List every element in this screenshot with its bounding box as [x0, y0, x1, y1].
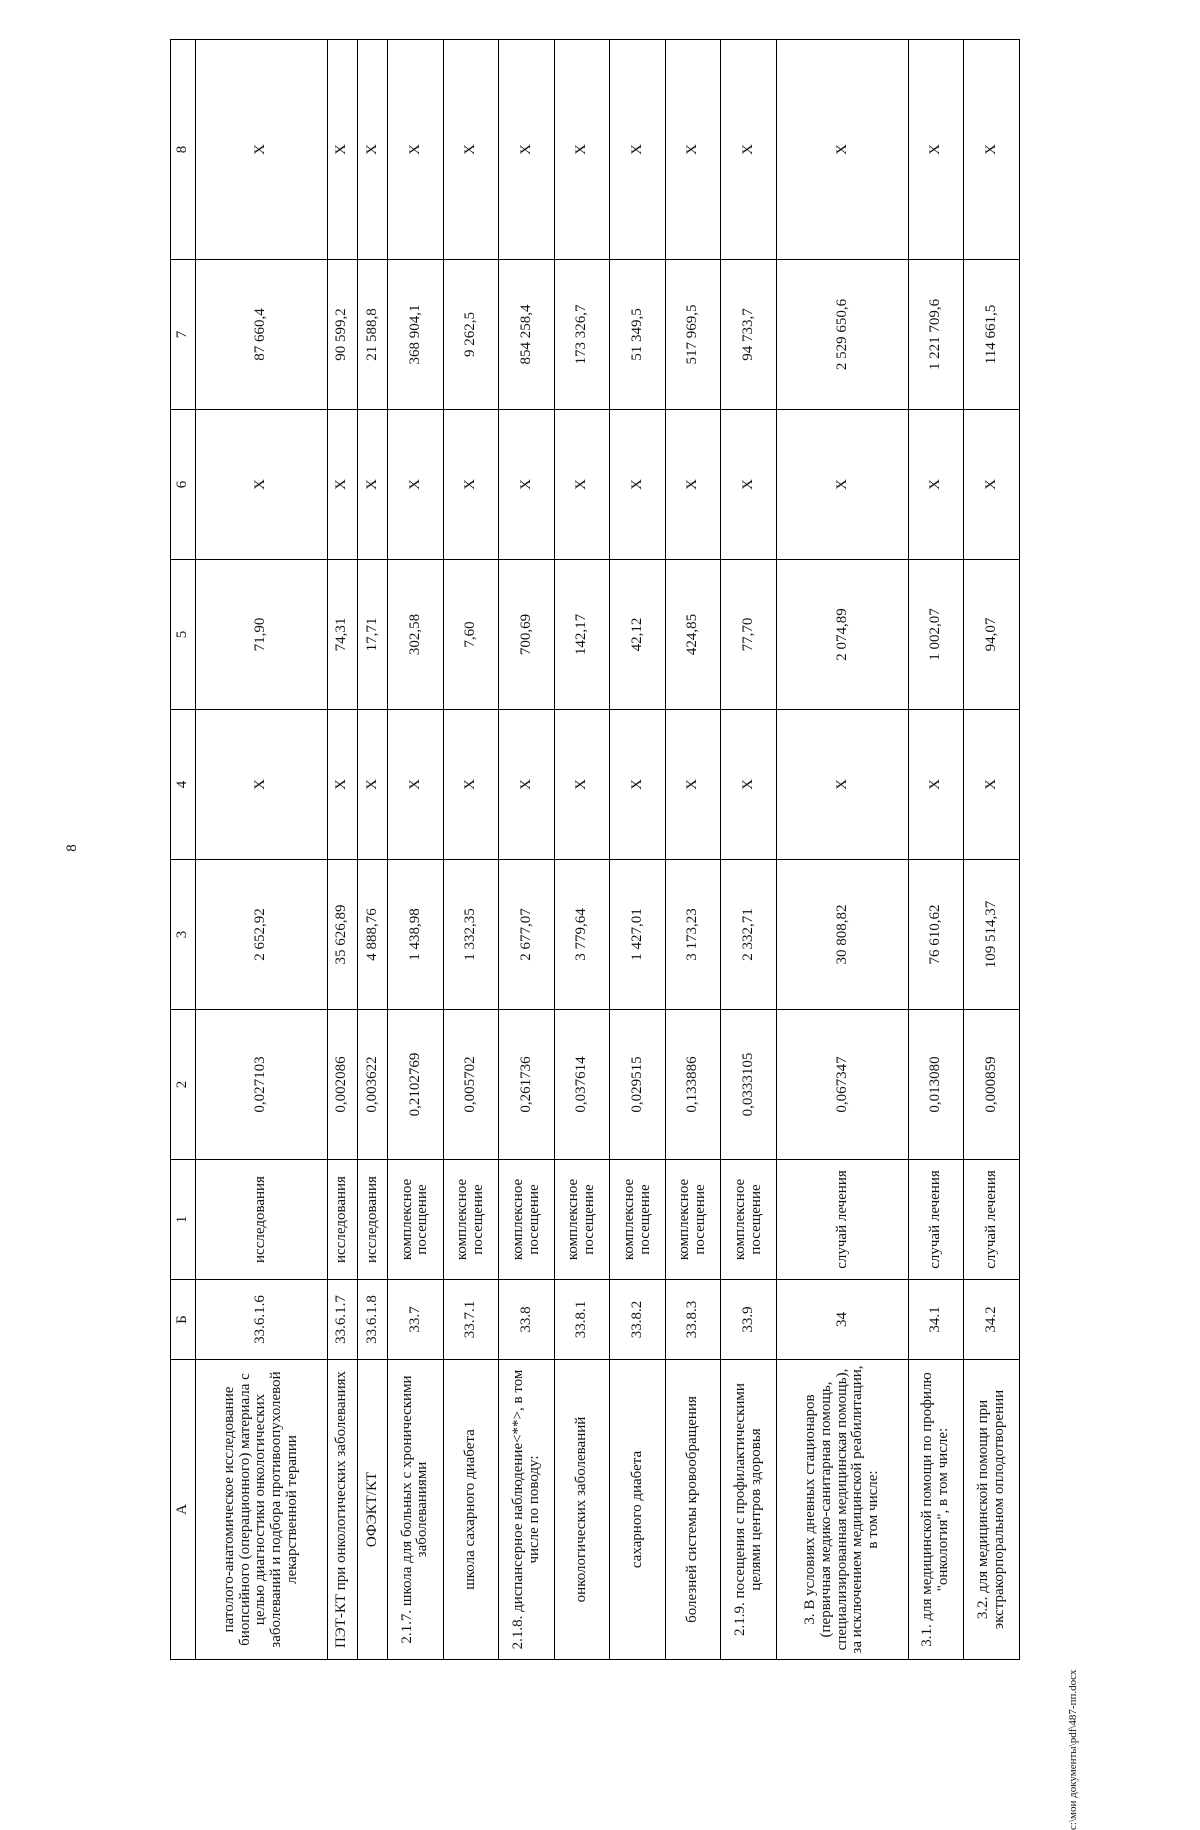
row-code-cell: 33.8.3: [665, 1280, 721, 1360]
col3-cell: 1 438,98: [388, 860, 444, 1010]
col4-cell: X: [964, 710, 1020, 860]
tariff-table: [170, 39, 1020, 1660]
col8-cell: X: [388, 40, 444, 260]
col7-cell: 87 660,4: [196, 260, 328, 410]
col6-cell: X: [610, 410, 666, 560]
row-unit-cell: комплексное посещение: [721, 1160, 777, 1280]
col4-cell: X: [196, 710, 328, 860]
col5-cell: 94,07: [964, 560, 1020, 710]
row-unit-cell: комплексное посещение: [443, 1160, 499, 1280]
col5-cell: 42,12: [610, 560, 666, 710]
column-header: 4: [171, 710, 196, 860]
column-header: 5: [171, 560, 196, 710]
col8-cell: X: [908, 40, 964, 260]
row-code-cell: 33.6.1.6: [196, 1280, 328, 1360]
col8-cell: X: [443, 40, 499, 260]
column-header: 6: [171, 410, 196, 560]
rotated-page-content: [170, 40, 1020, 1660]
col3-cell: 35 626,89: [327, 860, 357, 1010]
col6-cell: X: [777, 410, 909, 560]
col3-cell: 109 514,37: [964, 860, 1020, 1010]
col2-cell: 0,027103: [196, 1010, 328, 1160]
column-header: 7: [171, 260, 196, 410]
col6-cell: X: [554, 410, 610, 560]
col5-cell: 74,31: [327, 560, 357, 710]
col5-cell: 142,17: [554, 560, 610, 710]
row-code-cell: 33.7.1: [443, 1280, 499, 1360]
col2-cell: 0,067347: [777, 1010, 909, 1160]
col7-cell: 9 262,5: [443, 260, 499, 410]
col4-cell: X: [499, 710, 555, 860]
col3-cell: 3 779,64: [554, 860, 610, 1010]
row-name-cell: патолого-анатомическое исследование биопсийного (операционного) материала с целью диагностики онкологических заболеваний и подбора противоопухолевой лекарственной терапии: [196, 1360, 328, 1660]
col7-cell: 114 661,5: [964, 260, 1020, 410]
col3-cell: 1 332,35: [443, 860, 499, 1010]
col6-cell: X: [665, 410, 721, 560]
col5-cell: 71,90: [196, 560, 328, 710]
col6-cell: X: [327, 410, 357, 560]
table-row: [721, 40, 777, 1660]
table-row: [388, 40, 444, 1660]
table-row: [327, 40, 357, 1660]
row-name-cell: 3.2. для медицинской помощи при экстракорпоральном оплодотворении: [964, 1360, 1020, 1660]
column-header: 2: [171, 1010, 196, 1160]
row-code-cell: 34.2: [964, 1280, 1020, 1360]
page-number: 8: [64, 844, 80, 852]
row-name-cell: болезней системы кровообращения: [665, 1360, 721, 1660]
col3-cell: 2 652,92: [196, 860, 328, 1010]
col4-cell: X: [721, 710, 777, 860]
col4-cell: X: [908, 710, 964, 860]
col7-cell: 94 733,7: [721, 260, 777, 410]
col6-cell: X: [388, 410, 444, 560]
col2-cell: 0,003622: [357, 1010, 387, 1160]
col6-cell: X: [964, 410, 1020, 560]
col6-cell: X: [357, 410, 387, 560]
col2-cell: 0,013080: [908, 1010, 964, 1160]
col6-cell: X: [499, 410, 555, 560]
col2-cell: 0,261736: [499, 1010, 555, 1160]
col2-cell: 0,0333105: [721, 1010, 777, 1160]
col3-cell: 76 610,62: [908, 860, 964, 1010]
row-unit-cell: исследования: [327, 1160, 357, 1280]
col4-cell: X: [327, 710, 357, 860]
row-code-cell: 34: [777, 1280, 909, 1360]
col3-cell: 2 677,07: [499, 860, 555, 1010]
footer-file-path: c:\мои документы\pdf\487-пп.docx: [1067, 1669, 1079, 1830]
row-name-cell: 2.1.8. диспансерное наблюдение<**>, в том числе по поводу:: [499, 1360, 555, 1660]
row-code-cell: 33.9: [721, 1280, 777, 1360]
col3-cell: 3 173,23: [665, 860, 721, 1010]
col5-cell: 2 074,89: [777, 560, 909, 710]
column-header: А: [171, 1360, 196, 1660]
column-header: 8: [171, 40, 196, 260]
row-unit-cell: исследования: [196, 1160, 328, 1280]
col7-cell: 1 221 709,6: [908, 260, 964, 410]
col7-cell: 51 349,5: [610, 260, 666, 410]
col5-cell: 700,69: [499, 560, 555, 710]
col4-cell: X: [443, 710, 499, 860]
col4-cell: X: [665, 710, 721, 860]
col8-cell: X: [777, 40, 909, 260]
table-row: [777, 40, 909, 1660]
col7-cell: 2 529 650,6: [777, 260, 909, 410]
col8-cell: X: [721, 40, 777, 260]
col8-cell: X: [554, 40, 610, 260]
col5-cell: 17,71: [357, 560, 387, 710]
row-unit-cell: комплексное посещение: [388, 1160, 444, 1280]
col2-cell: 0,005702: [443, 1010, 499, 1160]
col4-cell: X: [610, 710, 666, 860]
col5-cell: 77,70: [721, 560, 777, 710]
col8-cell: X: [964, 40, 1020, 260]
col5-cell: 424,85: [665, 560, 721, 710]
col4-cell: X: [777, 710, 909, 860]
col8-cell: X: [610, 40, 666, 260]
col2-cell: 0,037614: [554, 1010, 610, 1160]
table-row: [443, 40, 499, 1660]
row-name-cell: школа сахарного диабета: [443, 1360, 499, 1660]
row-code-cell: 33.6.1.8: [357, 1280, 387, 1360]
col6-cell: X: [443, 410, 499, 560]
table-row: [610, 40, 666, 1660]
col2-cell: 0,029515: [610, 1010, 666, 1160]
col8-cell: X: [665, 40, 721, 260]
row-code-cell: 33.8.2: [610, 1280, 666, 1360]
table-row: [665, 40, 721, 1660]
row-name-cell: онкологических заболеваний: [554, 1360, 610, 1660]
row-name-cell: сахарного диабета: [610, 1360, 666, 1660]
row-unit-cell: комплексное посещение: [554, 1160, 610, 1280]
col3-cell: 1 427,01: [610, 860, 666, 1010]
row-code-cell: 33.8.1: [554, 1280, 610, 1360]
column-header: 1: [171, 1160, 196, 1280]
row-name-cell: 3.1. для медицинской помощи по профилю "онкология", в том числе:: [908, 1360, 964, 1660]
col2-cell: 0,000859: [964, 1010, 1020, 1160]
col7-cell: 21 588,8: [357, 260, 387, 410]
col7-cell: 173 326,7: [554, 260, 610, 410]
row-unit-cell: случай лечения: [777, 1160, 909, 1280]
row-unit-cell: случай лечения: [908, 1160, 964, 1280]
col3-cell: 4 888,76: [357, 860, 387, 1010]
col6-cell: X: [196, 410, 328, 560]
row-code-cell: 33.8: [499, 1280, 555, 1360]
row-name-cell: ПЭТ-КТ при онкологических заболеваниях: [327, 1360, 357, 1660]
col4-cell: X: [554, 710, 610, 860]
col5-cell: 302,58: [388, 560, 444, 710]
col7-cell: 90 599,2: [327, 260, 357, 410]
table-row: [908, 40, 964, 1660]
col6-cell: X: [721, 410, 777, 560]
row-name-cell: ОФЭКТ/КТ: [357, 1360, 387, 1660]
row-unit-cell: случай лечения: [964, 1160, 1020, 1280]
row-code-cell: 33.6.1.7: [327, 1280, 357, 1360]
col2-cell: 0,002086: [327, 1010, 357, 1160]
column-header: Б: [171, 1280, 196, 1360]
col8-cell: X: [499, 40, 555, 260]
row-code-cell: 34.1: [908, 1280, 964, 1360]
row-code-cell: 33.7: [388, 1280, 444, 1360]
col7-cell: 854 258,4: [499, 260, 555, 410]
row-unit-cell: комплексное посещение: [665, 1160, 721, 1280]
col3-cell: 2 332,71: [721, 860, 777, 1010]
row-name-cell: 2.1.9. посещения с профилактическими целями центров здоровья: [721, 1360, 777, 1660]
col4-cell: X: [357, 710, 387, 860]
col5-cell: 1 002,07: [908, 560, 964, 710]
row-unit-cell: комплексное посещение: [610, 1160, 666, 1280]
col7-cell: 517 969,5: [665, 260, 721, 410]
col2-cell: 0,133886: [665, 1010, 721, 1160]
col7-cell: 368 904,1: [388, 260, 444, 410]
row-name-cell: 3. В условиях дневных стационаров (первичная медико-санитарная помощь, специализированная медицинская помощь), за исключением медицинской реабилитации, в том числе:: [777, 1360, 909, 1660]
col8-cell: X: [196, 40, 328, 260]
table-row: [964, 40, 1020, 1660]
col2-cell: 0,2102769: [388, 1010, 444, 1160]
table-row: [196, 40, 328, 1660]
row-name-cell: 2.1.7. школа для больных с хроническими заболеваниями: [388, 1360, 444, 1660]
row-unit-cell: исследования: [357, 1160, 387, 1280]
col8-cell: X: [357, 40, 387, 260]
table-row: [357, 40, 387, 1660]
column-header: 3: [171, 860, 196, 1010]
table-header-row: [171, 40, 196, 1660]
col3-cell: 30 808,82: [777, 860, 909, 1010]
col4-cell: X: [388, 710, 444, 860]
table-row: [554, 40, 610, 1660]
row-unit-cell: комплексное посещение: [499, 1160, 555, 1280]
col8-cell: X: [327, 40, 357, 260]
table-row: [499, 40, 555, 1660]
col6-cell: X: [908, 410, 964, 560]
col5-cell: 7,60: [443, 560, 499, 710]
